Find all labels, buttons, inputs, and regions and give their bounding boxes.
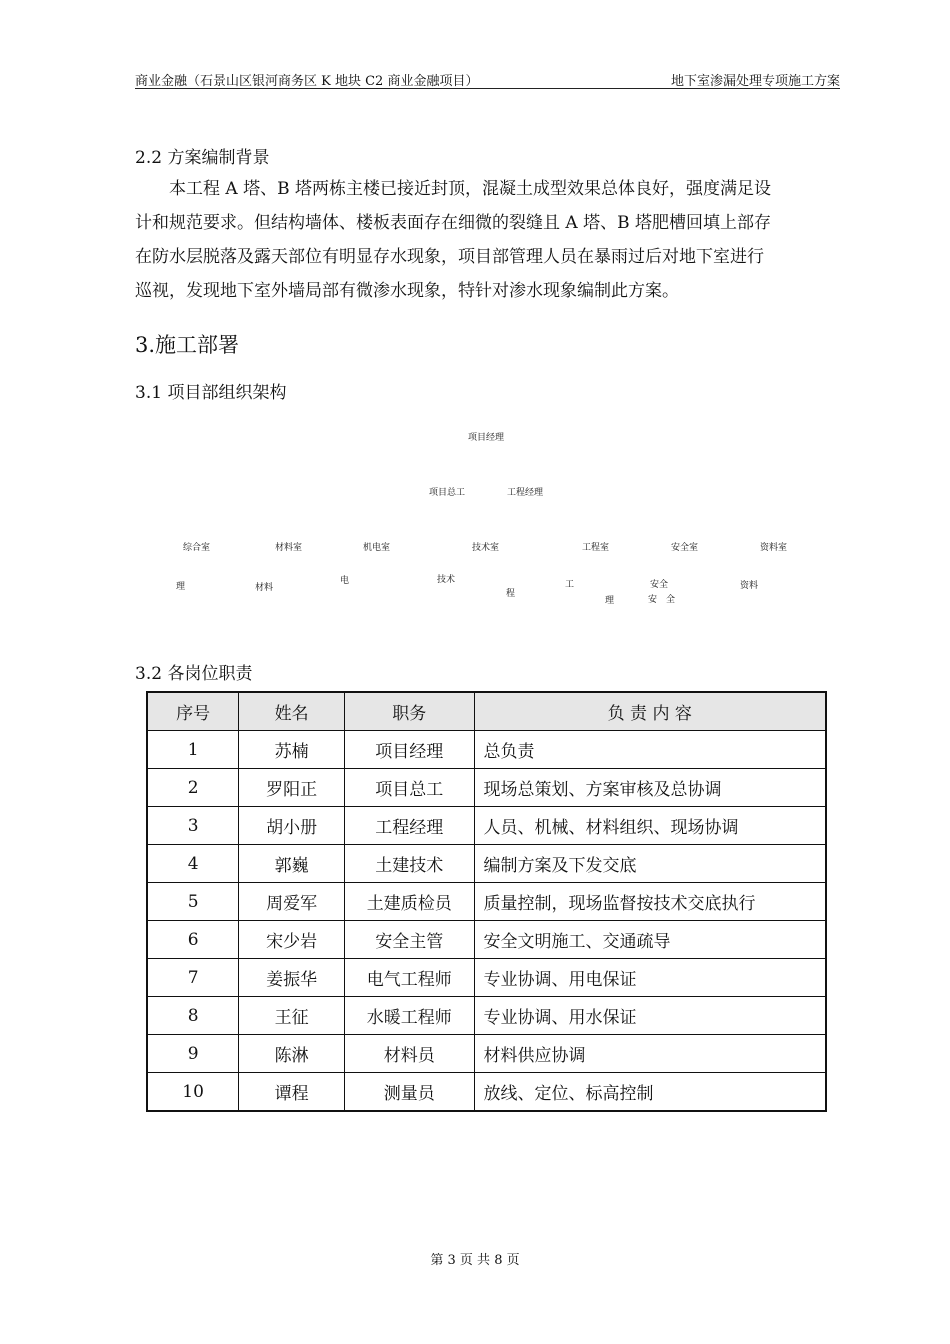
cell-position: 水暖工程师 — [344, 997, 474, 1035]
cell-responsibility: 材料供应协调 — [474, 1035, 826, 1073]
org-staff: 资料 — [740, 581, 759, 591]
section-3-title: 3.施工部署 — [135, 333, 240, 357]
cell-name: 郭巍 — [239, 845, 345, 883]
cell-name: 谭程 — [239, 1073, 345, 1112]
cell-name: 宋少岩 — [239, 921, 345, 959]
cell-responsibility: 编制方案及下发交底 — [474, 845, 826, 883]
org-staff: 技术 — [437, 575, 456, 585]
cell-name: 罗阳正 — [239, 769, 345, 807]
cell-responsibility: 放线、定位、标高控制 — [474, 1073, 826, 1112]
org-staff: 安 全 — [648, 595, 676, 605]
cell-responsibility: 专业协调、用电保证 — [474, 959, 826, 997]
org-staff: 程 — [506, 589, 516, 599]
cell-position: 土建技术 — [344, 845, 474, 883]
cell-position: 土建质检员 — [344, 883, 474, 921]
org-dept: 技术室 — [472, 543, 500, 553]
body-line: 巡视，发现地下室外墙局部有微渗水现象，特针对渗水现象编制此方案。 — [135, 281, 679, 301]
cell-responsibility: 现场总策划、方案审核及总协调 — [474, 769, 826, 807]
cell-position: 项目经理 — [344, 731, 474, 769]
table-row — [147, 731, 826, 769]
org-staff: 安全 — [650, 580, 669, 590]
cell-name: 苏楠 — [239, 731, 345, 769]
page-number: 第 3 页 共 8 页 — [430, 1253, 520, 1268]
cell-responsibility: 人员、机械、材料组织、现场协调 — [474, 807, 826, 845]
org-dept: 材料室 — [275, 543, 303, 553]
cell-responsibility: 专业协调、用水保证 — [474, 997, 826, 1035]
cell-index: 10 — [147, 1073, 239, 1112]
table-header-row — [147, 692, 826, 731]
cell-name: 胡小册 — [239, 807, 345, 845]
cell-position: 材料员 — [344, 1035, 474, 1073]
cell-name: 姜振华 — [239, 959, 345, 997]
section-2-2-body — [135, 172, 840, 308]
section-2-2-title: 2.2 方案编制背景 — [135, 148, 270, 168]
header-position: 职务 — [344, 692, 474, 731]
org-dept: 机电室 — [363, 543, 391, 553]
org-node-second: 项目总工 — [429, 488, 466, 498]
header-project-name: 商业金融（石景山区银河商务区 K 地块 C2 商业金融项目） — [135, 74, 479, 89]
org-staff: 理 — [176, 582, 186, 592]
org-staff: 材料 — [255, 583, 274, 593]
org-dept: 工程室 — [582, 543, 610, 553]
cell-responsibility: 安全文明施工、交通疏导 — [474, 921, 826, 959]
org-staff: 理 — [605, 596, 615, 606]
cell-position: 项目总工 — [344, 769, 474, 807]
cell-index: 1 — [147, 731, 239, 769]
org-node-second: 工程经理 — [507, 488, 544, 498]
table-row — [147, 1035, 826, 1073]
cell-index: 4 — [147, 845, 239, 883]
org-node-top: 项目经理 — [468, 433, 505, 443]
cell-index: 3 — [147, 807, 239, 845]
section-3-2-title: 3.2 各岗位职责 — [135, 664, 253, 684]
cell-index: 2 — [147, 769, 239, 807]
cell-index: 9 — [147, 1035, 239, 1073]
org-dept: 综合室 — [183, 543, 211, 553]
table-row — [147, 807, 826, 845]
org-staff: 电 — [340, 576, 350, 586]
cell-position: 工程经理 — [344, 807, 474, 845]
header-divider — [135, 88, 840, 89]
table-row — [147, 769, 826, 807]
cell-name: 王征 — [239, 997, 345, 1035]
section-3-1-title: 3.1 项目部组织架构 — [135, 383, 287, 403]
org-staff: 工 — [565, 580, 575, 590]
org-dept: 资料室 — [760, 543, 788, 553]
org-dept: 安全室 — [671, 543, 699, 553]
table-row — [147, 883, 826, 921]
cell-responsibility: 质量控制，现场监督按技术交底执行 — [474, 883, 826, 921]
table-row — [147, 845, 826, 883]
cell-position: 电气工程师 — [344, 959, 474, 997]
table-row — [147, 959, 826, 997]
cell-name: 陈淋 — [239, 1035, 345, 1073]
table-row — [147, 921, 826, 959]
cell-index: 5 — [147, 883, 239, 921]
duty-table — [146, 691, 827, 1112]
table-row — [147, 997, 826, 1035]
header-name: 姓名 — [239, 692, 345, 731]
body-line: 计和规范要求。但结构墙体、楼板表面存在细微的裂缝且 A 塔、B 塔肥槽回填上部存 — [135, 213, 771, 233]
cell-responsibility: 总负责 — [474, 731, 826, 769]
cell-index: 8 — [147, 997, 239, 1035]
cell-position: 测量员 — [344, 1073, 474, 1112]
cell-index: 6 — [147, 921, 239, 959]
cell-name: 周爱军 — [239, 883, 345, 921]
header-document-title: 地下室渗漏处理专项施工方案 — [670, 74, 840, 89]
header-index: 序号 — [147, 692, 239, 731]
header-responsibility: 负 责 内 容 — [474, 692, 826, 731]
cell-position: 安全主管 — [344, 921, 474, 959]
table-row — [147, 1073, 826, 1112]
cell-index: 7 — [147, 959, 239, 997]
body-line: 在防水层脱落及露天部位有明显存水现象，项目部管理人员在暴雨过后对地下室进行 — [135, 247, 764, 267]
body-line: 本工程 A 塔、B 塔两栋主楼已接近封顶，混凝土成型效果总体良好，强度满足设 — [169, 179, 771, 199]
